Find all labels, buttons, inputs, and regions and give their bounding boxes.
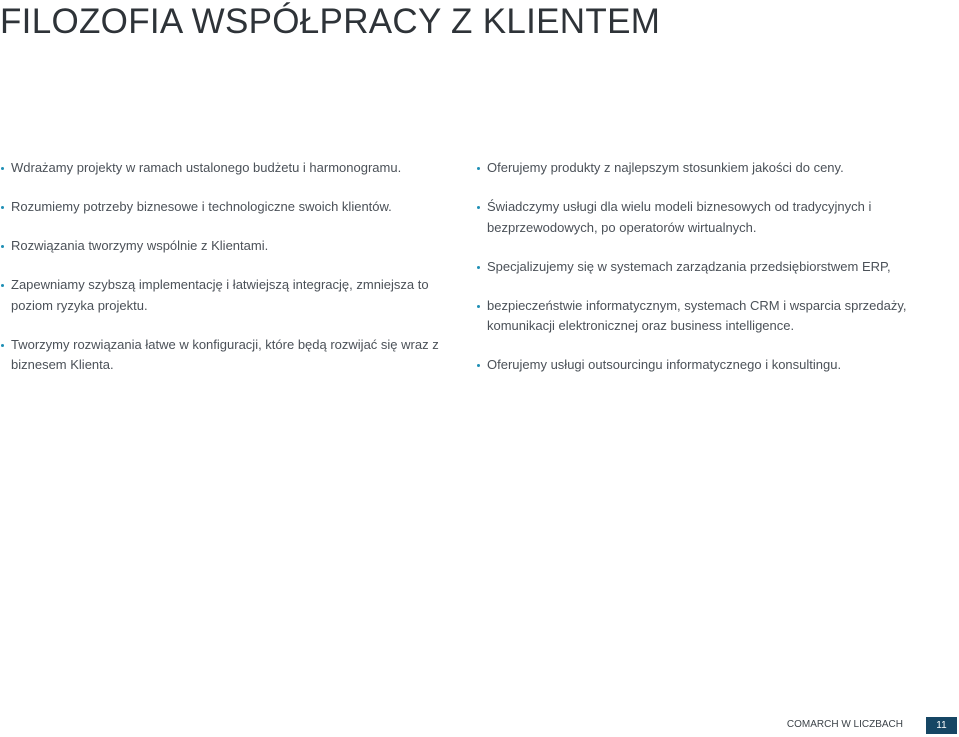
bullet-icon: [1, 284, 4, 287]
list-item-text: Zapewniamy szybszą implementację i łatwiejszą integrację, zmniejsza to poziom ryzyka projektu.: [11, 277, 429, 313]
list-item: [0, 335, 440, 376]
bullet-icon: [477, 167, 480, 170]
list-item: [0, 275, 440, 316]
left-bullet-list: [0, 158, 440, 394]
list-item-text: Specjalizujemy się w systemach zarządzania przedsiębiorstwem ERP,: [487, 258, 891, 274]
list-item-text: Rozumiemy potrzeby biznesowe i technologiczne swoich klientów.: [11, 199, 392, 214]
list-item: [476, 296, 946, 337]
page-title: FILOZOFIA WSPÓŁPRACY Z KLIENTEM: [0, 2, 661, 41]
list-item-text: bezpieczeństwie informatycznym, systemach CRM i wsparcia sprzedaży, komunikacji elektronicznej oraz business intelligence.: [487, 297, 907, 333]
bullet-icon: [1, 167, 4, 170]
bullet-icon: [1, 344, 4, 347]
list-item: [0, 158, 440, 179]
bullet-icon: [477, 266, 480, 269]
bullet-icon: [1, 245, 4, 248]
bullet-icon: [477, 206, 480, 209]
bullet-icon: [477, 305, 480, 308]
list-item-text: Rozwiązania tworzymy wspólnie z Klientami.: [11, 238, 269, 253]
list-item: [476, 257, 946, 278]
list-item-text: Wdrażamy projekty w ramach ustalonego budżetu i harmonogramu.: [11, 160, 402, 175]
list-item: [0, 197, 440, 218]
list-item-text: Oferujemy usługi outsourcingu informatycznego i konsultingu.: [487, 357, 842, 372]
bullet-icon: [477, 364, 480, 367]
bullet-icon: [1, 206, 4, 209]
list-item: [476, 197, 946, 238]
list-item-text: Oferujemy produkty z najlepszym stosunkiem jakości do ceny.: [487, 160, 844, 175]
list-item: [0, 236, 440, 257]
right-bullet-list: [476, 158, 946, 394]
list-item: [476, 158, 946, 179]
footer-section-label: COMARCH W LICZBACH: [786, 719, 903, 730]
page-number-badge: 11: [926, 717, 957, 734]
list-item-text: Świadczymy usługi dla wielu modeli biznesowych od tradycyjnych i bezprzewodowych, po operatorów wirtualnych.: [487, 199, 872, 235]
list-item-text: Tworzymy rozwiązania łatwe w konfiguracji, które będą rozwijać się wraz z biznesem Klienta.: [11, 336, 439, 372]
list-item: [476, 355, 946, 376]
